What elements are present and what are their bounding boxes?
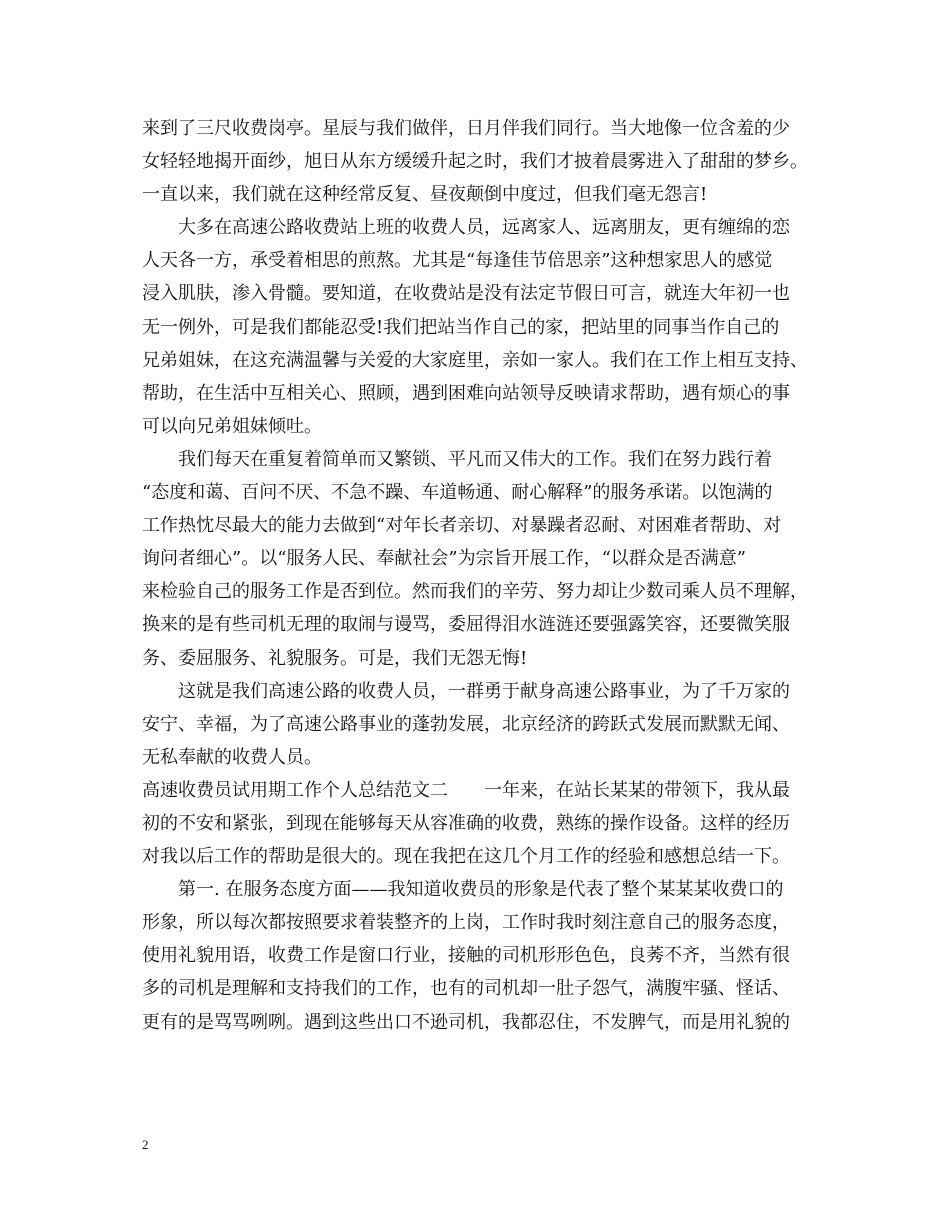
text-line: 对我以后工作的帮助是很大的。现在我把在这几个月工作的经验和感想总结一下。	[142, 846, 790, 868]
text-line: 无一例外，可是我们都能忍受!我们把站当作自己的家，把站里的同事当作自己的	[142, 316, 780, 338]
text-line: 高速收费员试用期工作个人总结范文二 一年来，在站长某某的带领下，我从最	[142, 779, 790, 801]
text-line: 一直以来，我们就在这种经常反复、昼夜颠倒中度过，但我们毫无怨言!	[142, 184, 708, 206]
body-text	[142, 112, 822, 1039]
text-line: 询问者细心”。以“服务人民、奉献社会”为宗旨开展工作，“以群众是否满意”	[142, 548, 747, 570]
text-line: 兄弟姐妹，在这充满温馨与关爱的大家庭里，亲如一家人。我们在工作上相互支持、	[142, 349, 808, 371]
text-line: 无私奉献的收费人员。	[142, 746, 322, 768]
text-line: 来到了三尺收费岗亭。星辰与我们做伴，日月伴我们同行。当大地像一位含羞的少	[142, 118, 790, 139]
text-line: 来检验自己的服务工作是否到位。然而我们的辛劳、努力却让少数司乘人员不理解，	[142, 581, 808, 603]
text-line: 安宁、幸福，为了高速公路事业的蓬勃发展，北京经济的跨跃式发展而默默无闻、	[142, 713, 790, 735]
text-line: 这就是我们高速公路的收费人员，一群勇于献身高速公路事业，为了千万家的	[178, 680, 790, 702]
text-line: 可以向兄弟姐妹倾吐。	[142, 415, 322, 437]
text-line: 多的司机是理解和支持我们的工作，也有的司机却一肚子怨气，满腹牢骚、怪话、	[142, 978, 790, 1000]
text-line: 女轻轻地揭开面纱，旭日从东方缓缓升起之时，我们才披着晨雾进入了甜甜的梦乡。	[142, 151, 808, 173]
text-line: 更有的是骂骂咧咧。遇到这些出口不逊司机，我都忍住，不发脾气，而是用礼貌的	[142, 1011, 790, 1033]
text-line: 浸入肌肤，渗入骨髓。要知道，在收费站是没有法定节假日可言，就连大年初一也	[142, 283, 790, 305]
text-line: 大多在高速公路收费站上班的收费人员，远离家人、远离朋友，更有缠绵的恋	[178, 217, 790, 239]
text-line: 工作热忱尽最大的能力去做到“对年长者亲切、对暴躁者忍耐、对困难者帮助、对	[142, 515, 782, 537]
text-line: 初的不安和紧张，到现在能够每天从容准确的收费，熟练的操作设备。这样的经历	[142, 812, 790, 834]
text-line: 我们每天在重复着简单而又繁锁、平凡而又伟大的工作。我们在努力践行着	[178, 448, 772, 470]
text-line: 人天各一方，承受着相思的煎熬。尤其是“每逢佳节倍思亲”这种想家思人的感觉	[142, 250, 773, 272]
page-number: 2	[142, 1137, 149, 1152]
text-line: 使用礼貌用语，收费工作是窗口行业，接触的司机形形色色，良莠不齐，当然有很	[142, 945, 790, 967]
text-line: 务、委屈服务、礼貌服务。可是，我们无怨无悔!	[142, 647, 528, 669]
text-line: “态度和蔼、百问不厌、不急不躁、车道畅通、耐心解释”的服务承诺。以饱满的	[142, 482, 773, 504]
text-line: 换来的是有些司机无理的取闹与谩骂，委屈得泪水涟涟还要强露笑容，还要微笑服	[142, 614, 790, 636]
text-line: 第一. 在服务态度方面——我知道收费员的形象是代表了整个某某某收费口的	[178, 879, 784, 901]
text-line: 帮助，在生活中互相关心、照顾，遇到困难向站领导反映请求帮助，遇有烦心的事	[142, 382, 790, 404]
text-line: 形象，所以每次都按照要求着装整齐的上岗，工作时我时刻注意自己的服务态度，	[142, 912, 790, 934]
